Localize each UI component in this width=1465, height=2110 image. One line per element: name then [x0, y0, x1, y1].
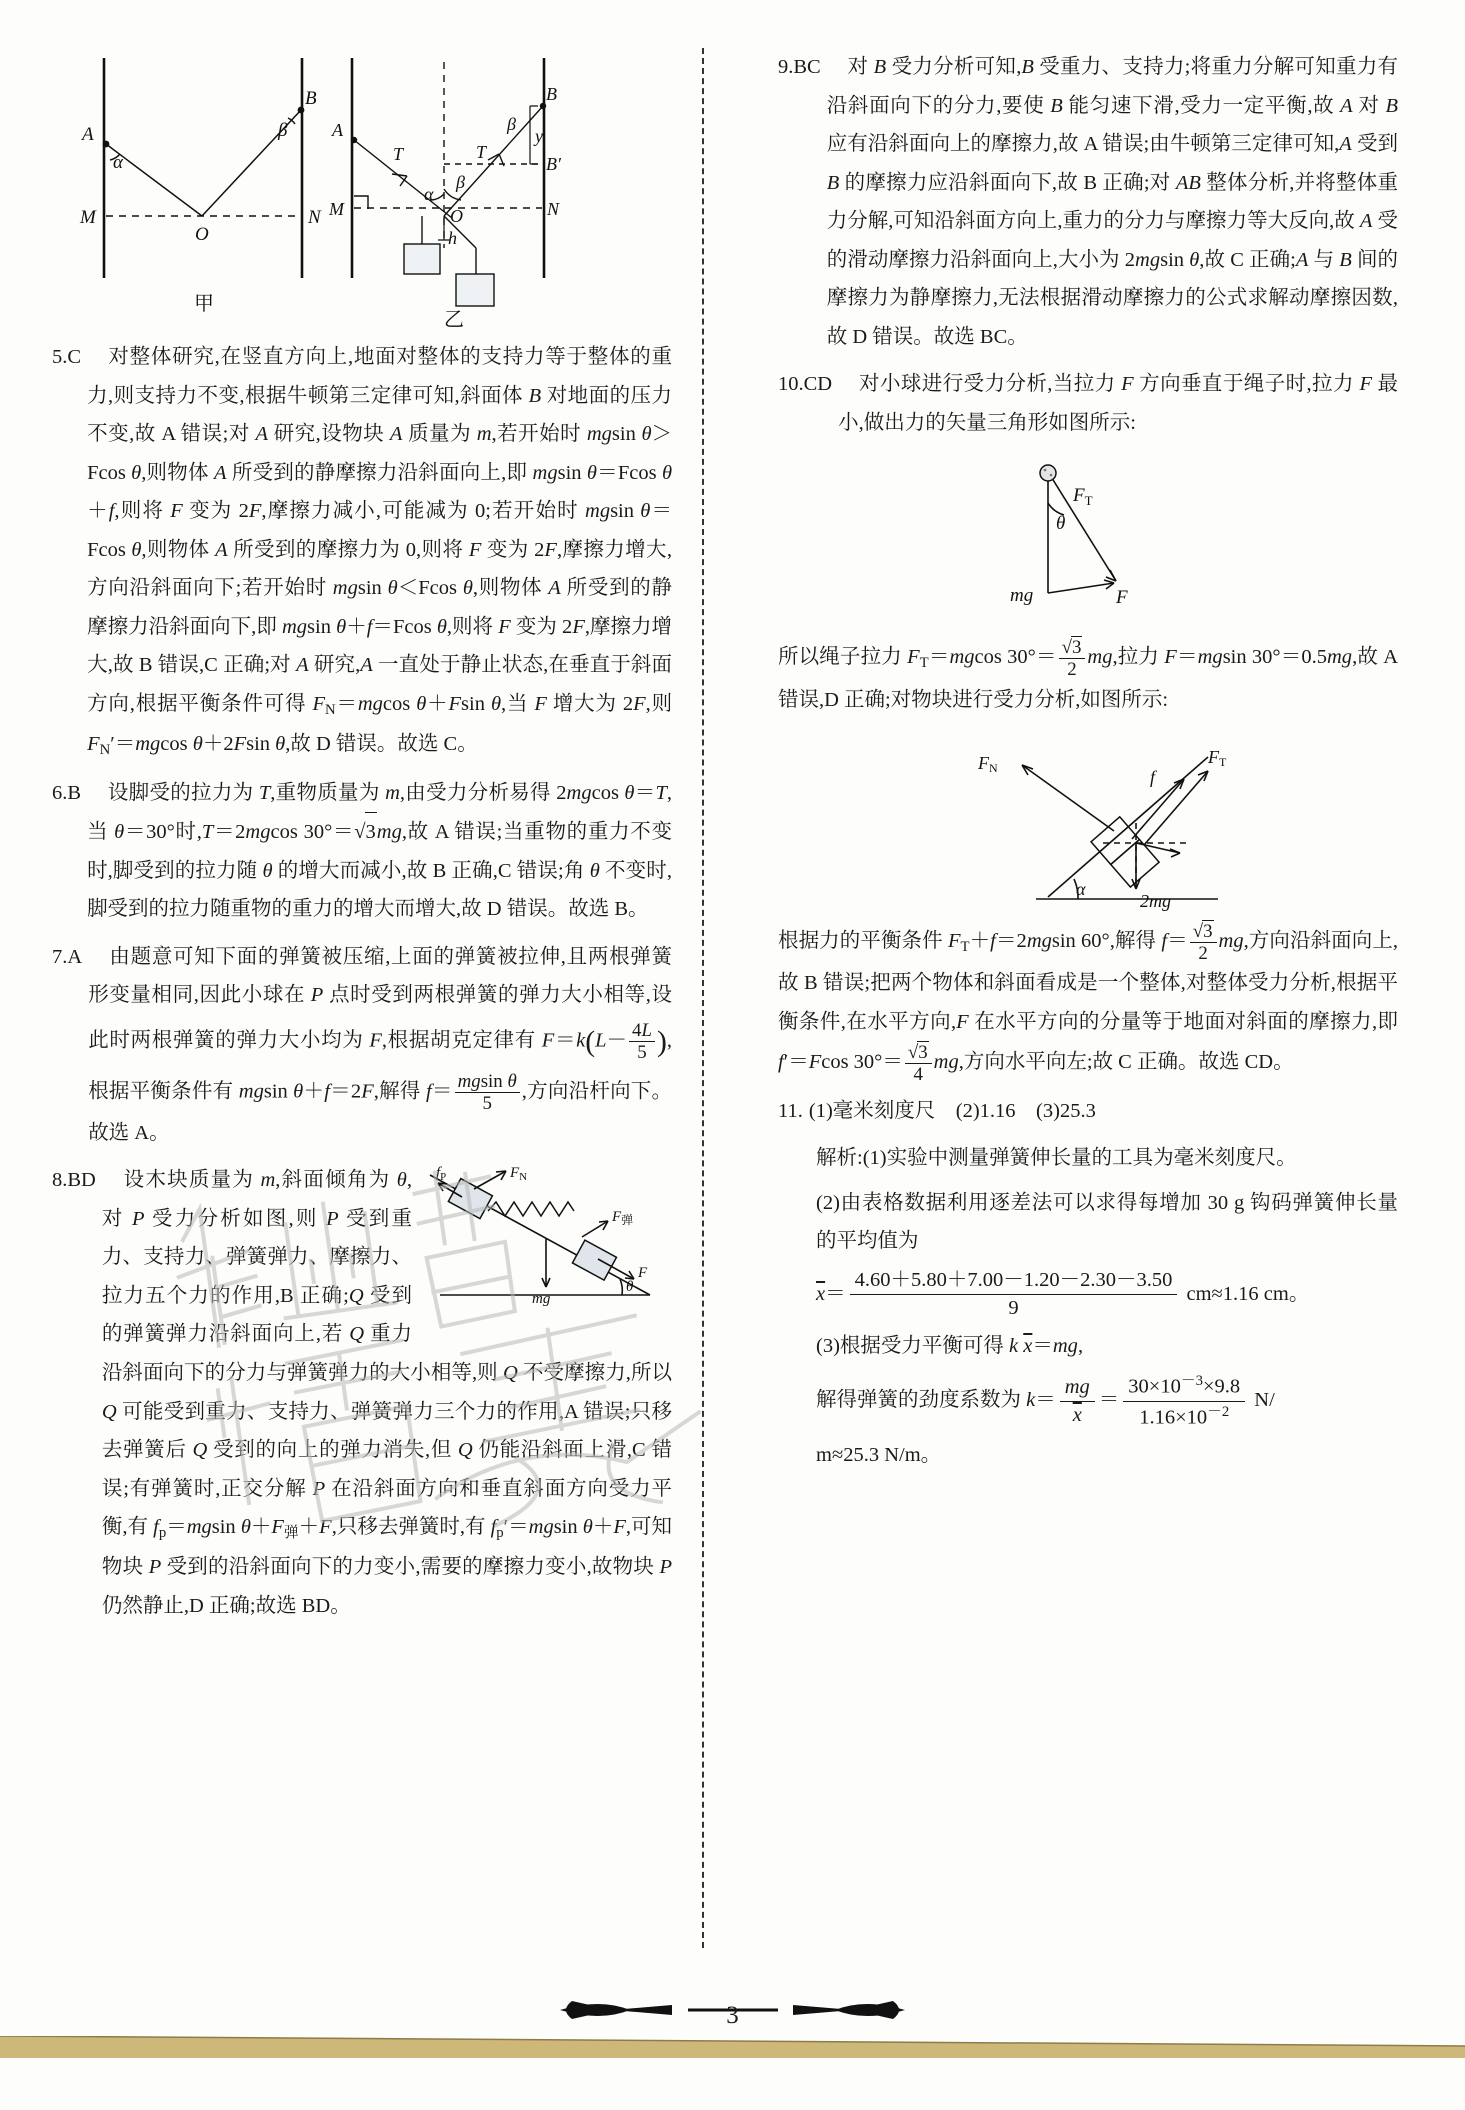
svg-text:FT: FT	[1208, 747, 1227, 770]
item-11-number: 11.	[778, 1099, 803, 1122]
answer-item-9	[778, 48, 1398, 356]
figure-q10-incline-forces	[778, 727, 1398, 912]
answer-item-5	[52, 338, 672, 765]
svg-text:θ: θ	[1056, 513, 1066, 535]
q11-xbar-numerator: 4.60＋5.80＋7.00－1.20－2.30－3.50	[850, 1267, 1178, 1296]
item-6-body: 设脚受的拉力为 T,重物质量为 m,由受力分析易得 2mgcos θ＝T,当 θ＝30°时,T＝2mgcos 30°＝√3mg,故 A 错误;当重物的重力不变时,脚受到的拉力随 θ 的增大而减小,故 B 正确,C 错误;角 θ 不变时,脚受到的拉力随重物的重力的增大而增大,故 D 错误。故选 B。	[87, 781, 673, 921]
svg-text:h: h	[448, 228, 457, 248]
svg-text:T: T	[393, 144, 404, 164]
svg-text:A: A	[332, 120, 343, 140]
svg-text:mg: mg	[1010, 585, 1034, 607]
q11-k-formula: 解得弹簧的劲度系数为 k＝ $\frac{mg}{x}$ ＝ $\frac{30\times 10^{-3}\times 9.8}{1.16\times 10^{-2}}$ N/	[816, 1373, 1275, 1429]
page-number: 3	[726, 2002, 739, 2029]
q11-k-result: m≈25.3 N/m。	[816, 1444, 942, 1467]
svg-text:fP: $f_P$	[436, 1165, 447, 1184]
answer-item-11	[778, 1092, 1398, 1131]
item-5-body: 对整体研究,在竖直方向上,地面对整体的支持力等于整体的重力,则支持力不变,根据牛顿第三定律可知,斜面体 B 对地面的压力不变,故 A 错误;对 A 研究,设物块 A 质量为 m,若开始时 mgsin θ＞Fcos θ,则物体 A 所受到的静摩擦力沿斜面向上,即 mgsin θ＝Fcos θ＋f,则将 F 变为 2F,摩擦力减小,可能减为 0;若开始时 mgsin θ＝Fcos θ,则物体 A 所受到的摩擦力为 0,则将 F 变为 2F,摩擦力增大,方向沿斜面向下;若开始时 mgsin θ＜Fcos θ,则物体 A 所受到的静摩擦力沿斜面向下,即 mgsin θ＋f＝Fcos θ,则将 F 变为 2F,摩擦力增大,故 B 错误,C 正确;对 A 研究,A 一直处于静止状态,在垂直于斜面方向,根据平衡条件可得 $F_N=mgcos$ θ＋Fsin θ,当 F 增大为 2F,则 $F_N'=mgcos$ θ＋2Fsin θ,故 D 错误。故选 C。	[87, 346, 673, 758]
svg-text:β: β	[278, 120, 288, 141]
svg-text:α: α	[424, 184, 434, 204]
svg-text:N: N	[547, 199, 560, 219]
svg-text:FT: $F_T$	[1073, 485, 1093, 509]
svg-text:y: y	[535, 126, 543, 146]
svg-text:F: F	[638, 1265, 648, 1282]
answer-item-6	[52, 774, 672, 929]
svg-text:θ: θ	[626, 1279, 634, 1296]
right-column	[708, 48, 1398, 1978]
svg-text:2mg: 2mg	[1140, 891, 1171, 912]
svg-text:B: B	[305, 88, 317, 109]
two-column-body	[52, 48, 1412, 1978]
svg-text:A: A	[82, 124, 94, 145]
answer-item-7	[52, 938, 672, 1153]
figure-jia-yi	[52, 48, 672, 338]
figure-yi-caption: 乙	[444, 307, 464, 331]
figure-q10-force-triangle	[778, 451, 1398, 626]
svg-text:O: O	[450, 206, 463, 226]
svg-text:α: α	[113, 152, 123, 173]
svg-text:N: N	[308, 207, 321, 228]
svg-text:β: β	[507, 114, 516, 134]
q11-analysis-1: 解析:(1)实验中测量弹簧伸长量的工具为毫米刻度尺。	[816, 1147, 1297, 1170]
item-7-number: 7.A	[52, 945, 83, 968]
svg-text:F弹: $F_弹$	[612, 1209, 634, 1228]
svg-text:mg: mg	[532, 1291, 551, 1308]
q10-tension-formula: 所以绳子拉力 $F_T=mgcos$ 30°＝ $\frac{√3}{2}$ mg,拉力 F＝mgsin 30°＝0.5mg,故 A 错误,D 正确;对物块进行受力分析,如图所示:	[778, 637, 1399, 711]
svg-text:β: β	[456, 172, 465, 192]
svg-text:T: T	[476, 142, 487, 162]
item-10-number: 10.CD	[778, 373, 833, 396]
svg-text:M: M	[329, 199, 344, 219]
q10-equilibrium-formula: 根据力的平衡条件 $F_T+f=2mgsin$ 60°,解得 f＝ $\frac{√3}{2}$ mg,方向沿斜面向上,故 B 错误;把两个物体和斜面看成是一个整体,对整体受力分析,根据平衡条件,在水平方向,F 在水平方向的分量等于地面对斜面的摩擦力,即 f′＝Fcos 30°＝ $\frac{√3}{4}$ mg,方向水平向左;故 C 正确。故选 CD。	[778, 921, 1399, 1086]
item-7-body: 由题意可知下面的弹簧被压缩,上面的弹簧被拉伸,且两根弹簧形变量相同,因此小球在 P 点时受到两根弹簧的弹力大小相等,设此时两根弹簧的弹力大小均为 F,根据胡克定律有 F＝k(L－ $\frac{4L}{5}$ ),根据平衡条件有 mgsin θ＋f＝2F,解得 f＝ $\frac{\text{mgsin θ}}{5}$ ,方向沿杆向下。故选 A。	[88, 945, 673, 1144]
svg-text:M: M	[80, 207, 96, 228]
svg-text:f: f	[1150, 767, 1156, 788]
svg-text:FN: FN	[978, 753, 998, 776]
item-11-answers: (1)毫米刻度尺 (2)1.16 (3)25.3	[808, 1099, 1096, 1122]
q11-xbar-denominator: 9	[1008, 1297, 1019, 1320]
svg-text:B: B	[546, 84, 557, 104]
q11-analysis-3: (3)根据受力平衡可得 k $\overline{x}=mg$,	[816, 1334, 1084, 1357]
item-8-number: 8.BD	[52, 1169, 96, 1192]
item-8-body: $f_P$ $F_N$ $F_弹$ F mg θ 设木块质量为 m,斜面倾角为 θ,对 P 受力分析如图,则 P 受到重力、支持力、弹簧弹力、摩擦力、拉力五个力的作用,B 正确;Q 受到的弹簧弹力沿斜面向上,若 Q 重力沿斜面向下的分力与弹簧弹力的大小相等,则 Q 不受摩擦力,所以 Q 可能受到重力、支持力、弹簧弹力三个力的作用,A 错误;只移去弹簧后 Q 受到的向上的弹力消失,但 Q 仍能沿斜面上滑,C 错误;有弹簧时,正交分解 P 在沿斜面方向和垂直斜面方向受力平衡,有 $f_p=mgsin$ $\theta+F_弹+F$,只移去弹簧时,有 $f_p'=mgsin$ θ＋F,可知物块 P 受到的沿斜面向下的力变小,需要的摩擦力变小,故物块 P 仍然静止,D 正确;故选 BD。	[101, 1165, 673, 1617]
svg-text:O: O	[195, 224, 209, 245]
q11-xbar-formula: $\overline{x}=$ $\frac{4.60+5.80+7.00-1.20-2.30-3.50}{9}$ cm≈1.16 cm。	[778, 1267, 1398, 1323]
figure-jia-caption: 甲	[194, 291, 214, 315]
q11-analysis-2: (2)由表格数据利用逐差法可以求得每增加 30 g 钩码弹簧伸长量的平均值为	[816, 1191, 1398, 1253]
svg-text:α: α	[1076, 879, 1086, 900]
item-9-body: 对 B 受力分析可知,B 受重力、支持力;将重力分解可知重力有沿斜面向下的分力,要使 B 能匀速下滑,受力一定平衡,故 A 对 B 应有沿斜面向上的摩擦力,故 A 错误;由牛顿第三定律可知,A 受到 B 的摩擦力应沿斜面向下,故 B 正确;对 AB 整体分析,并将整体重力分解,可知沿斜面方向上,重力的分力与摩擦力等大反向,故 A 受的滑动摩擦力沿斜面向上,大小为 2mgsin θ,故 C 正确;A 与 B 间的摩擦力为静摩擦力,无法根据滑动摩擦力的公式求解动摩擦因数,故 D 错误。故选 BC。	[826, 56, 1399, 348]
page-bottom-band	[0, 2036, 1465, 2058]
figure-q8-incline	[422, 1163, 672, 1338]
item-9-number: 9.BC	[778, 56, 821, 78]
svg-text:B′: B′	[546, 154, 561, 174]
left-column	[52, 48, 700, 1978]
answer-item-10	[778, 365, 1398, 442]
item-5-number: 5.C	[52, 346, 82, 368]
item-10-body: 对小球进行受力分析,当拉力 F 方向垂直于绳子时,拉力 F 最小,做出力的矢量三角形如图所示:	[838, 373, 1399, 434]
answer-item-8	[52, 1161, 672, 1625]
item-6-number: 6.B	[52, 781, 82, 804]
svg-text:F: F	[1116, 587, 1128, 609]
column-divider	[702, 48, 706, 1948]
svg-text:FN: $F_N$	[510, 1165, 528, 1184]
